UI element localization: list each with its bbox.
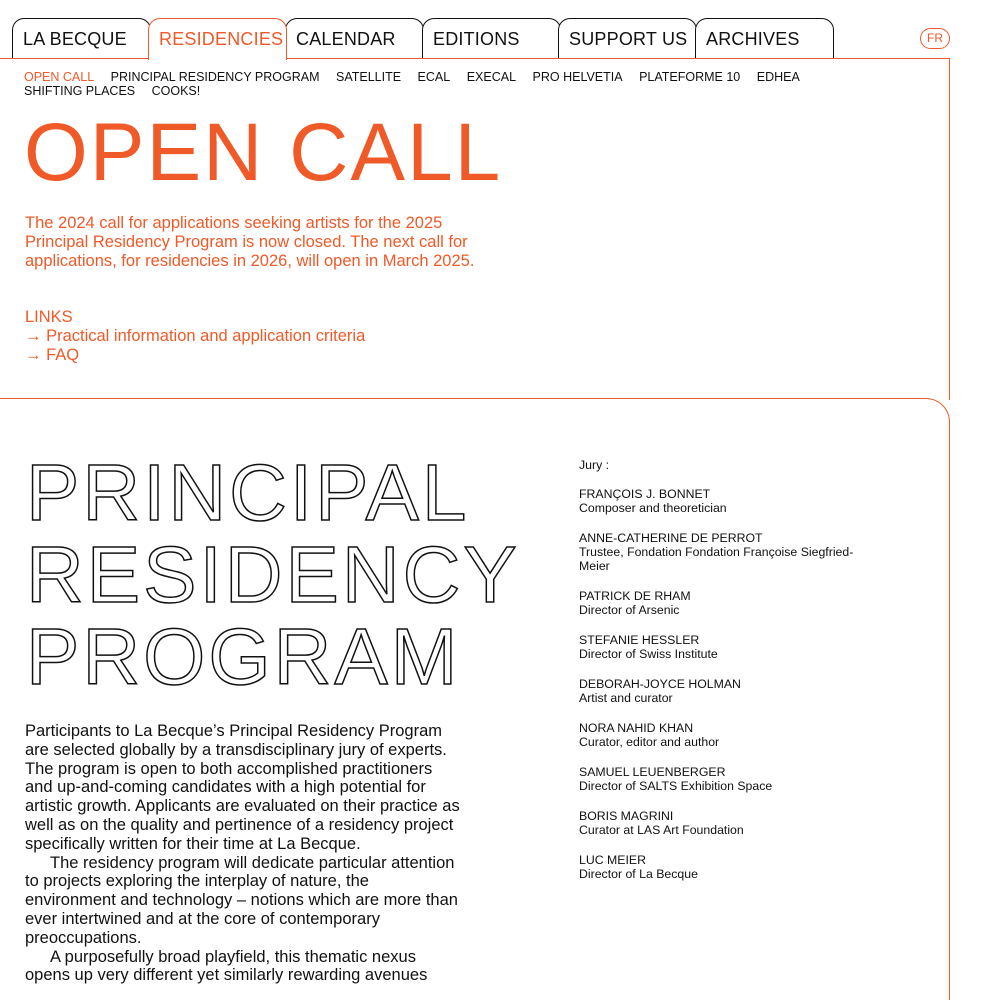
subnav-satellite[interactable]: SATELLITE <box>335 70 402 84</box>
juror-name: STEFANIE HESSLER <box>579 633 700 647</box>
juror-role: Composer and theoretician <box>579 501 727 515</box>
tab-residencies[interactable]: RESIDENCIES <box>148 18 287 60</box>
juror-role: Director of Swiss Institute <box>579 647 718 661</box>
program-title: PRINCIPAL RESIDENCY PROGRAM <box>26 448 519 701</box>
jury-list <box>579 458 869 897</box>
juror <box>579 721 869 749</box>
juror <box>579 809 869 837</box>
link-practical-information[interactable]: → Practical information and application criteria <box>25 327 366 345</box>
tab-la-becque[interactable]: LA BECQUE <box>12 18 151 59</box>
juror-name: SAMUEL LEUENBERGER <box>579 765 726 779</box>
juror <box>579 633 869 661</box>
juror-name: PATRICK DE RHAM <box>579 589 691 603</box>
juror-name: NORA NAHID KHAN <box>579 721 694 735</box>
links-heading: LINKS <box>25 308 73 326</box>
main-tabs <box>12 18 834 59</box>
subnav-principal-residency-program[interactable]: PRINCIPAL RESIDENCY PROGRAM <box>110 70 320 84</box>
residencies-subnav <box>24 70 924 98</box>
subnav-shifting-places[interactable]: SHIFTING PLACES <box>24 84 136 98</box>
juror-name: FRANÇOIS J. BONNET <box>579 487 711 501</box>
juror <box>579 853 869 881</box>
program-description <box>25 722 460 985</box>
juror <box>579 487 869 515</box>
juror-role: Artist and curator <box>579 691 673 705</box>
juror-name: BORIS MAGRINI <box>579 809 674 823</box>
tab-calendar[interactable]: CALENDAR <box>285 18 424 59</box>
open-call-title: OPEN CALL <box>24 107 503 198</box>
juror-name: LUC MEIER <box>579 853 646 867</box>
juror <box>579 589 869 617</box>
tab-archives[interactable]: ARCHIVES <box>695 18 834 59</box>
program-paragraph: A purposefully broad playfield, this thematic nexus opens up very different yet similarly rewarding avenues <box>25 947 428 985</box>
juror-role: Director of SALTS Exhibition Space <box>579 779 773 793</box>
juror-role: Curator at LAS Art Foundation <box>579 823 744 837</box>
link-faq[interactable]: → FAQ <box>25 346 80 364</box>
subnav-pro-helvetia[interactable]: PRO HELVETIA <box>532 70 623 84</box>
subnav-ecal[interactable]: ECAL <box>417 70 451 84</box>
jury-label: Jury : <box>579 458 610 472</box>
program-paragraph: Participants to La Becque’s Principal Residency Program are selected globally by a transdisciplinary jury of experts. The program is open to both accomplished practitioners and up-and-coming candidates with a high potential for artistic growth. Applicants are evaluated on their practice as well as on the quality and pertinence of a residency project specifically written for their time at La Becque. <box>25 722 460 853</box>
juror <box>579 677 869 705</box>
tab-editions[interactable]: EDITIONS <box>422 18 561 59</box>
subnav-edhea[interactable]: EDHEA <box>756 70 800 84</box>
juror-role: Director of La Becque <box>579 867 698 881</box>
subnav-cooks[interactable]: COOKS! <box>151 84 201 98</box>
subnav-plateforme-10[interactable]: PLATEFORME 10 <box>639 70 741 84</box>
juror-name: ANNE-CATHERINE DE PERROT <box>579 531 763 545</box>
juror-name: DEBORAH-JOYCE HOLMAN <box>579 677 741 691</box>
language-toggle-button[interactable]: FR <box>920 28 950 49</box>
subnav-execal[interactable]: EXECAL <box>466 70 517 84</box>
juror-role: Trustee, Fondation Fondation Françoise Siegfried-Meier <box>579 545 854 573</box>
program-paragraph: The residency program will dedicate particular attention to projects exploring the interplay of nature, the environment and technology – notions which are more than ever intertwined and at the core of contemporary preoccupations. <box>25 853 458 947</box>
juror <box>579 765 869 793</box>
tab-support-us[interactable]: SUPPORT US <box>558 18 697 59</box>
juror-role: Director of Arsenic <box>579 603 680 617</box>
juror-role: Curator, editor and author <box>579 735 720 749</box>
juror <box>579 531 869 573</box>
subnav-open-call[interactable]: OPEN CALL <box>24 70 95 84</box>
open-call-intro: The 2024 call for applications seeking artists for the 2025 Principal Residency Program is now closed. The next call for applications, for residencies in 2026, will open in March 2025. <box>25 214 475 270</box>
